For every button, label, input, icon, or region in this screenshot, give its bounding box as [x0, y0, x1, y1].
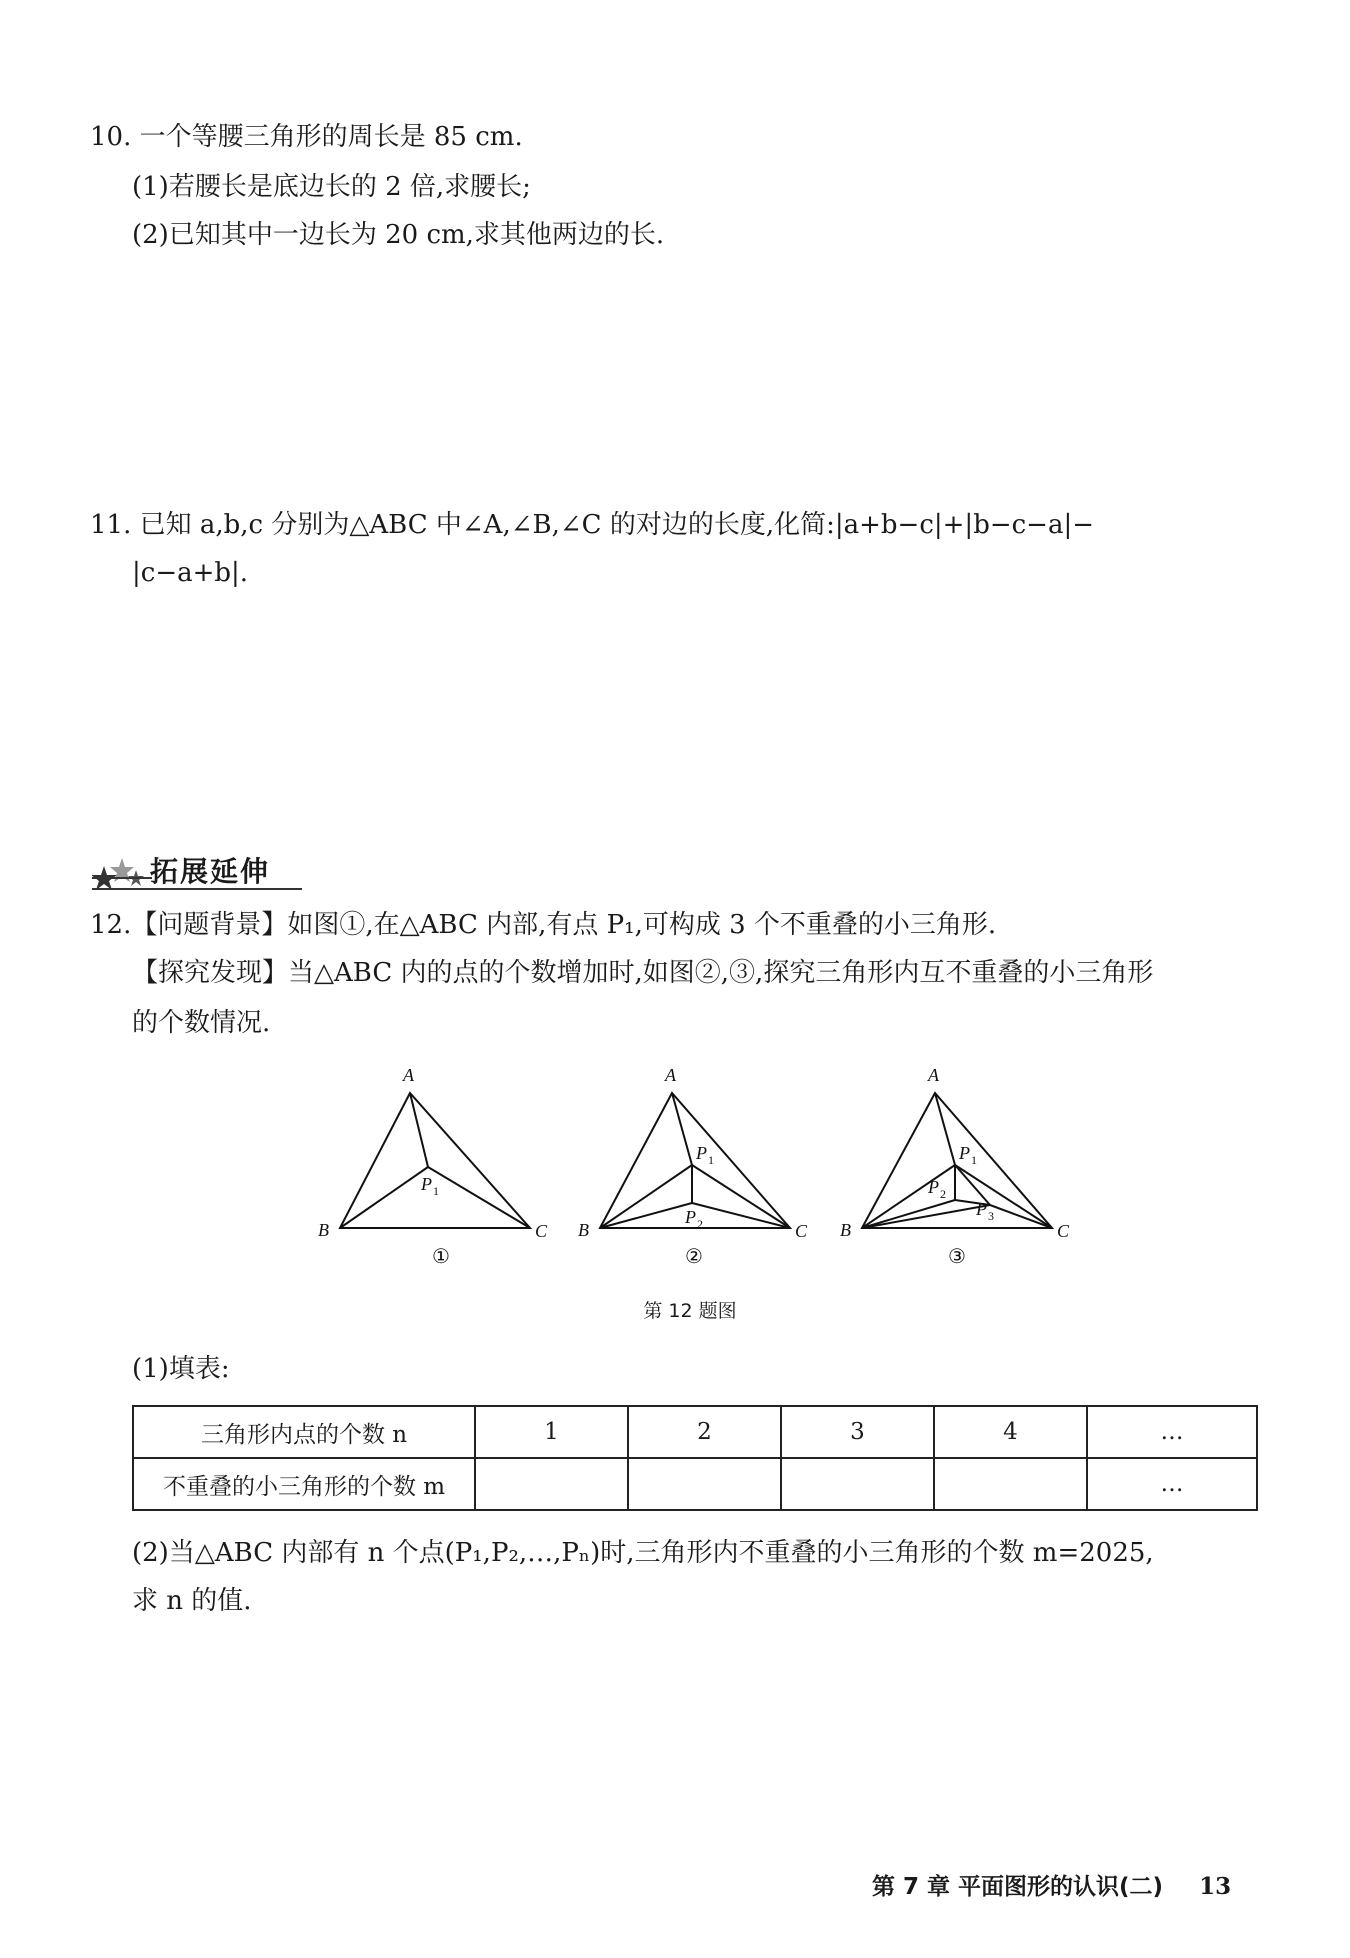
section-underline	[92, 886, 302, 892]
q12-line3: 的个数情况.	[132, 1008, 271, 1038]
table-cell-blank[interactable]	[934, 1458, 1087, 1510]
label-p2-2-sub: 2	[697, 1217, 703, 1231]
panel-label-1: ①	[432, 1246, 450, 1265]
label-p1-1-sub: 1	[433, 1184, 439, 1198]
q12-line2: 【探究发现】当△ABC 内的点的个数增加时,如图②,③,探究三角形内互不重叠的小三角形	[132, 958, 1154, 988]
label-p1-2: P	[696, 1143, 707, 1163]
label-p3-3: P	[976, 1199, 987, 1219]
label-a-2: A	[665, 1065, 676, 1085]
label-a-3: A	[928, 1065, 939, 1085]
figure-panel-1	[340, 1093, 530, 1228]
table-cell: 1	[475, 1406, 628, 1458]
label-p2-3: P	[928, 1177, 939, 1197]
label-b-1: B	[318, 1220, 329, 1240]
label-b-3: B	[840, 1220, 851, 1240]
table-cell-blank[interactable]	[475, 1458, 628, 1510]
label-p3-3-sub: 3	[988, 1209, 994, 1223]
table-row2-head: 不重叠的小三角形的个数 m	[133, 1458, 475, 1510]
panel-label-3: ③	[948, 1246, 966, 1265]
label-c-2: C	[795, 1221, 808, 1241]
label-p1-3-sub: 1	[971, 1153, 977, 1167]
table-cell: 4	[934, 1406, 1087, 1458]
q10-stem: 10. 一个等腰三角形的周长是 85 cm.	[90, 122, 523, 152]
q12-part2-line1: (2)当△ABC 内部有 n 个点(P₁,P₂,…,Pₙ)时,三角形内不重叠的小三角形的个数 m=2025,	[132, 1538, 1154, 1568]
section-title: 拓展延伸	[150, 855, 271, 888]
q12-part1-label: (1)填表:	[132, 1354, 230, 1384]
table-cell: 3	[781, 1406, 934, 1458]
table-row	[133, 1406, 1257, 1458]
label-p1-1: P	[421, 1174, 432, 1194]
q10-part2: (2)已知其中一边长为 20 cm,求其他两边的长.	[132, 220, 665, 250]
table-cell: …	[1087, 1458, 1257, 1510]
q12-part2-line2: 求 n 的值.	[132, 1586, 252, 1616]
fill-table	[132, 1405, 1258, 1511]
table-cell-blank[interactable]	[781, 1458, 934, 1510]
figure-panel-3	[862, 1093, 1052, 1228]
label-a-1: A	[403, 1065, 414, 1085]
page-footer	[872, 1868, 1231, 1901]
label-p2-2: P	[685, 1207, 696, 1227]
label-b-2: B	[578, 1220, 589, 1240]
table-row	[133, 1458, 1257, 1510]
figure-caption: 第 12 题图	[643, 1300, 737, 1322]
triangle-figure	[300, 1055, 1100, 1265]
q11-line1: 11. 已知 a,b,c 分别为△ABC 中∠A,∠B,∠C 的对边的长度,化简:|a+b−c|+|b−c−a|−	[90, 510, 1095, 540]
table-cell: 2	[628, 1406, 781, 1458]
q12-line1: 12.【问题背景】如图①,在△ABC 内部,有点 P₁,可构成 3 个不重叠的小三角形.	[90, 910, 997, 940]
table-row1-head: 三角形内点的个数 n	[133, 1406, 475, 1458]
label-p1-3: P	[959, 1143, 970, 1163]
q11-line2: |c−a+b|.	[132, 558, 249, 588]
page-number: 13	[1199, 1873, 1232, 1900]
section-header	[92, 848, 302, 892]
label-p1-2-sub: 1	[708, 1153, 714, 1167]
table-cell-blank[interactable]	[628, 1458, 781, 1510]
chapter-title: 第 7 章 平面图形的认识(二)	[872, 1874, 1164, 1900]
panel-label-2: ②	[685, 1246, 703, 1265]
q10-part1: (1)若腰长是底边长的 2 倍,求腰长;	[132, 172, 531, 202]
label-c-1: C	[535, 1221, 548, 1241]
table-cell: …	[1087, 1406, 1257, 1458]
label-p2-3-sub: 2	[940, 1187, 946, 1201]
label-c-3: C	[1057, 1221, 1070, 1241]
